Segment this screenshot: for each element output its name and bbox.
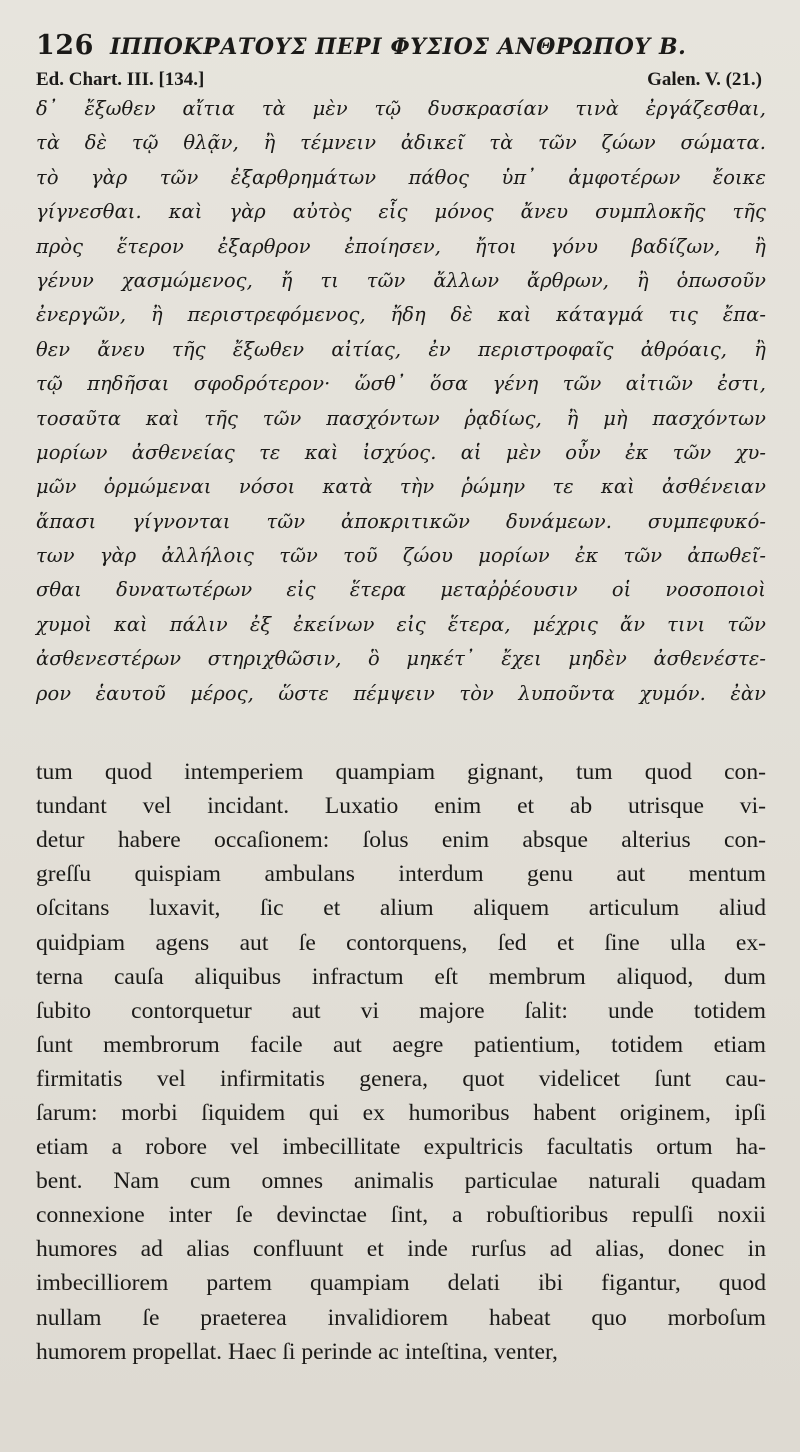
greek-line: γίγνεσθαι. καὶ γὰρ αὐτὸς εἷς μόνος ἄνευ συμπλοκῆς τῆς: [36, 200, 766, 224]
column-gap: [36, 711, 766, 755]
greek-line: χυμοὶ καὶ πάλιν ἐξ ἐκείνων εἰς ἕτερα, μέχρις ἄν τινι τῶν: [36, 612, 766, 636]
greek-line: τὸ γὰρ τῶν ἐξαρθρημάτων πάθος ὑπ᾽ ἀμφοτέρων ἔοικε: [36, 165, 766, 189]
greek-line: ρον ἑαυτοῦ μέρος, ὥστε πέμψειν τὸν λυποῦντα χυμόν. ἐὰν: [36, 681, 766, 705]
greek-line: των γὰρ ἀλλήλοις τῶν τοῦ ζώου μορίων ἐκ τῶν ἀπωθεῖ-: [36, 544, 766, 568]
greek-line: ἐνεργῶν, ἢ περιστρεφόμενος, ἤδη δὲ καὶ κάταγμά τις ἔπα-: [36, 303, 766, 327]
latin-line: terna cauſa aliquibus infractum eſt membrum aliquod, dum: [36, 963, 766, 990]
greek-line: δ᾽ ἔξωθεν αἴτια τὰ μὲν τῷ δυσκρασίαν τινὰ ἐργάζεσθαι,: [36, 97, 766, 120]
greek-text-block: [36, 92, 766, 711]
latin-line: bent. Nam cum omnes animalis particulae naturali quadam: [36, 1168, 766, 1195]
latin-line: etiam a robore vel imbecillitate expultricis facultatis ortum ha-: [36, 1134, 766, 1161]
greek-line: πρὸς ἕτερον ἐξαρθρον ἐποίησεν, ἤτοι γόνυ βαδίζων, ἢ: [36, 234, 766, 258]
greek-line: τῷ πηδῆσαι σφοδρότερον· ὥσθ᾽ ὅσα γένη τῶν αἰτιῶν ἐστι,: [36, 372, 766, 396]
running-head: [36, 30, 766, 68]
edition-reference-right: Galen. V. (21.): [647, 69, 762, 90]
greek-line: ἀσθενεστέρων στηριχθῶσιν, ὃ μηκέτ᾽ ἔχει μηδὲν ἀσθενέστε-: [36, 647, 766, 671]
latin-line: oſcitans luxavit, ſic et alium aliquem articulum aliud: [36, 895, 766, 922]
latin-line: ſarum: morbi ſiquidem qui ex humoribus habent originem, ipſi: [36, 1099, 766, 1126]
latin-line: nullam ſe praeterea invalidiorem habeat quo morboſum: [36, 1304, 766, 1331]
latin-line: ſubito contorquetur aut vi majore ſalit: unde totidem: [36, 997, 766, 1024]
greek-line: τοσαῦτα καὶ τῆς τῶν πασχόντων ῥᾳδίως, ἢ μὴ πασχόντων: [36, 406, 766, 430]
edition-reference-left: Ed. Chart. III. [134.]: [36, 69, 205, 90]
greek-line: μῶν ὁρμώμεναι νόσοι κατὰ τὴν ῥώμην τε καὶ ἀσθένειαν: [36, 475, 766, 499]
greek-line: ἅπασι γίγνονται τῶν ἀποκριτικῶν δυνάμεων. συμπεφυκό-: [36, 509, 766, 533]
latin-line: tum quod intemperiem quampiam gignant, tum quod con-: [36, 759, 766, 786]
latin-line: detur habere occaſionem: ſolus enim absque alterius con-: [36, 827, 766, 854]
greek-line: γένυν χασμώμενος, ἤ τι τῶν ἄλλων ἄρθρων, ἢ ὁπωσοῦν: [36, 268, 766, 292]
latin-line: greſſu quispiam ambulans interdum genu aut mentum: [36, 861, 766, 888]
edition-reference-line: [36, 68, 766, 92]
latin-line: imbecilliorem partem quampiam delati ibi figantur, quod: [36, 1270, 766, 1297]
latin-line: connexione inter ſe devinctae ſint, a robuſtioribus repulſi noxii: [36, 1202, 766, 1229]
greek-line: τὰ δὲ τῷ θλᾷν, ἢ τέμνειν ἀδικεῖ τὰ τῶν ζώων σώματα.: [36, 131, 766, 155]
greek-line: μορίων ἀσθενείας τε καὶ ἰσχύος. αἱ μὲν οὖν ἐκ τῶν χυ-: [36, 440, 766, 464]
latin-line: humorem propellat. Haec ſi perinde ac inteſtina, venter,: [36, 1338, 558, 1365]
latin-line: quidpiam agens aut ſe contorquens, ſed et ſine ulla ex-: [36, 929, 766, 956]
running-title: ΙΠΠΟΚΡΑΤΟΥΣ ΠΕΡΙ ΦΥΣΙΟΣ ΑΝΘΡΩΠΟΥ Β.: [110, 34, 687, 60]
latin-text-block: [36, 755, 766, 1369]
latin-line: humores ad alias confluunt et inde rurſus ad alias, donec in: [36, 1236, 766, 1263]
latin-line: ſunt membrorum facile aut aegre patientium, totidem etiam: [36, 1031, 766, 1058]
greek-line: θεν ἄνευ τῆς ἔξωθεν αἰτίας, ἐν περιστροφαῖς ἀθρόαις, ἢ: [36, 337, 766, 361]
latin-line: tundant vel incidant. Luxatio enim et ab utrisque vi-: [36, 793, 766, 820]
greek-line: σθαι δυνατωτέρων εἰς ἕτερα μεταῤῥέουσιν οἱ νοσοποιοὶ: [36, 578, 766, 602]
latin-line: firmitatis vel infirmitatis genera, quot videlicet ſunt cau-: [36, 1065, 766, 1092]
page-number: 126: [36, 30, 94, 61]
